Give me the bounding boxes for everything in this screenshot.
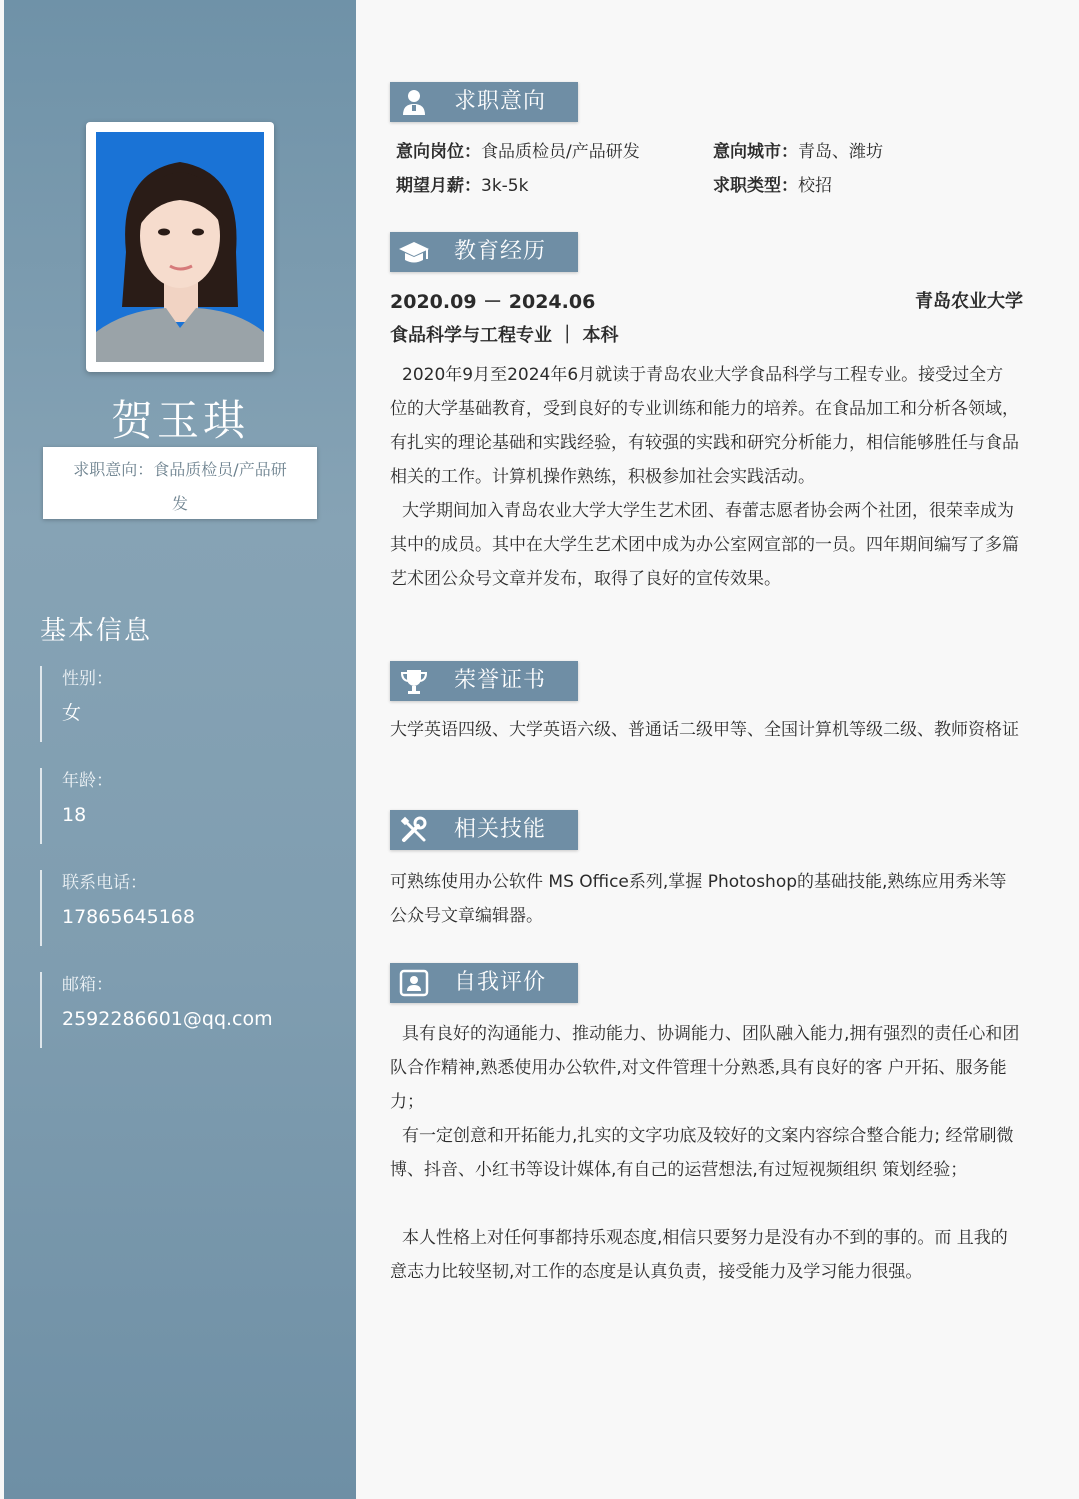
trophy-icon: [398, 665, 430, 697]
section-title: 自我评价: [454, 970, 547, 995]
photo-frame: [86, 122, 274, 372]
education-school: 青岛农业大学: [915, 291, 1023, 312]
info-value: 女: [62, 702, 82, 724]
intent-salary-row: [396, 174, 528, 198]
field-label: 求职类型：: [713, 176, 798, 196]
profile-photo: [96, 132, 264, 362]
field-value: 3k-5k: [481, 176, 529, 196]
basic-info-title: 基本信息: [40, 616, 153, 646]
honors-text: 大学英语四级、大学英语六级、普通话二级甲等、全国计算机等级二级、教师资格证: [390, 720, 1019, 740]
info-gender: [40, 666, 340, 742]
sidebar: [4, 0, 356, 1499]
intent-summary-line2: 发: [171, 494, 188, 513]
info-value: 17865645168: [62, 906, 195, 928]
person-icon: [398, 86, 430, 118]
section-title: 求职意向: [454, 89, 547, 114]
section-title: 荣誉证书: [454, 668, 547, 693]
info-label: 年龄：: [62, 771, 113, 791]
section-header-skills: [390, 810, 578, 850]
intent-position-row: [396, 140, 640, 164]
graduation-cap-icon: [398, 236, 430, 268]
section-title: 相关技能: [454, 817, 547, 842]
candidate-name: 贺玉琪: [110, 396, 249, 445]
section-title: 教育经历: [454, 239, 547, 264]
field-value: 食品质检员/产品研发: [481, 142, 640, 162]
field-value: 青岛、潍坊: [798, 142, 883, 162]
education-paragraph-2: 大学期间加入青岛农业大学大学生艺术团、春蕾志愿者协会两个社团，很荣幸成为其中的成员。其中在大学生艺术团中成为办公室网宣部的一员。四年期间编写了多篇艺术团公众号文章并发布，取得了良好的宣传效果。: [390, 501, 1019, 589]
education-date-range: 2020.09 － 2024.06: [390, 291, 596, 313]
info-email: [40, 972, 340, 1048]
field-value: 校招: [798, 176, 832, 196]
intent-type-row: [713, 174, 832, 198]
education-major-degree: 食品科学与工程专业 ｜ 本科: [390, 325, 619, 346]
section-header-self-eval: [390, 963, 578, 1003]
education-paragraph-1: 2020年9月至2024年6月就读于青岛农业大学食品科学与工程专业。接受过全方位的大学基础教育，受到良好的专业训练和能力的培养。在食品加工和分析各领域，有扎实的理论基础和实践经验，有较强的实践和研究分析能力，相信能够胜任与食品相关的工作。计算机操作熟练，积极参加社会实践活动。: [390, 365, 1019, 487]
id-card-icon: [398, 967, 430, 999]
self-eval-paragraph-2: 有一定创意和开拓能力,扎实的文字功底及较好的文案内容综合整合能力; 经常刷微博、抖音、小红书等设计媒体,有自己的运营想法,有过短视频组织 策划经验；: [390, 1126, 1014, 1180]
intent-summary-line1: 求职意向：食品质检员/产品研: [73, 460, 287, 479]
field-label: 意向城市：: [713, 142, 798, 162]
info-label: 性别：: [62, 669, 113, 689]
self-eval-paragraph-1: 具有良好的沟通能力、推动能力、协调能力、团队融入能力,拥有强烈的责任心和团队合作精神,熟悉使用办公软件,对文件管理十分熟悉,具有良好的客 户开拓、服务能力；: [390, 1024, 1020, 1112]
field-label: 意向岗位：: [396, 142, 481, 162]
info-age: [40, 768, 340, 844]
field-label: 期望月薪：: [396, 176, 481, 196]
section-header-job-intent: [390, 82, 578, 122]
info-label: 邮箱：: [62, 975, 113, 995]
info-phone: [40, 870, 340, 946]
info-value: 18: [62, 804, 87, 826]
section-header-education: [390, 232, 578, 272]
main-content: [356, 0, 1079, 1499]
skills-text: 可熟练使用办公软件 MS Office系列,掌握 Photoshop的基础技能,熟练应用秀米等公众号文章编辑器。: [390, 872, 1007, 926]
self-eval-paragraph-3: 本人性格上对任何事都持乐观态度,相信只要努力是没有办不到的事的。而 且我的意志力比较坚韧,对工作的态度是认真负责，接受能力及学习能力很强。: [390, 1228, 1008, 1282]
intent-city-row: [713, 140, 883, 164]
tools-icon: [398, 814, 430, 846]
info-label: 联系电话：: [62, 873, 147, 893]
section-header-honors: [390, 661, 578, 701]
info-value: 2592286601@qq.com: [62, 1008, 273, 1030]
intent-summary-box: [43, 447, 317, 519]
